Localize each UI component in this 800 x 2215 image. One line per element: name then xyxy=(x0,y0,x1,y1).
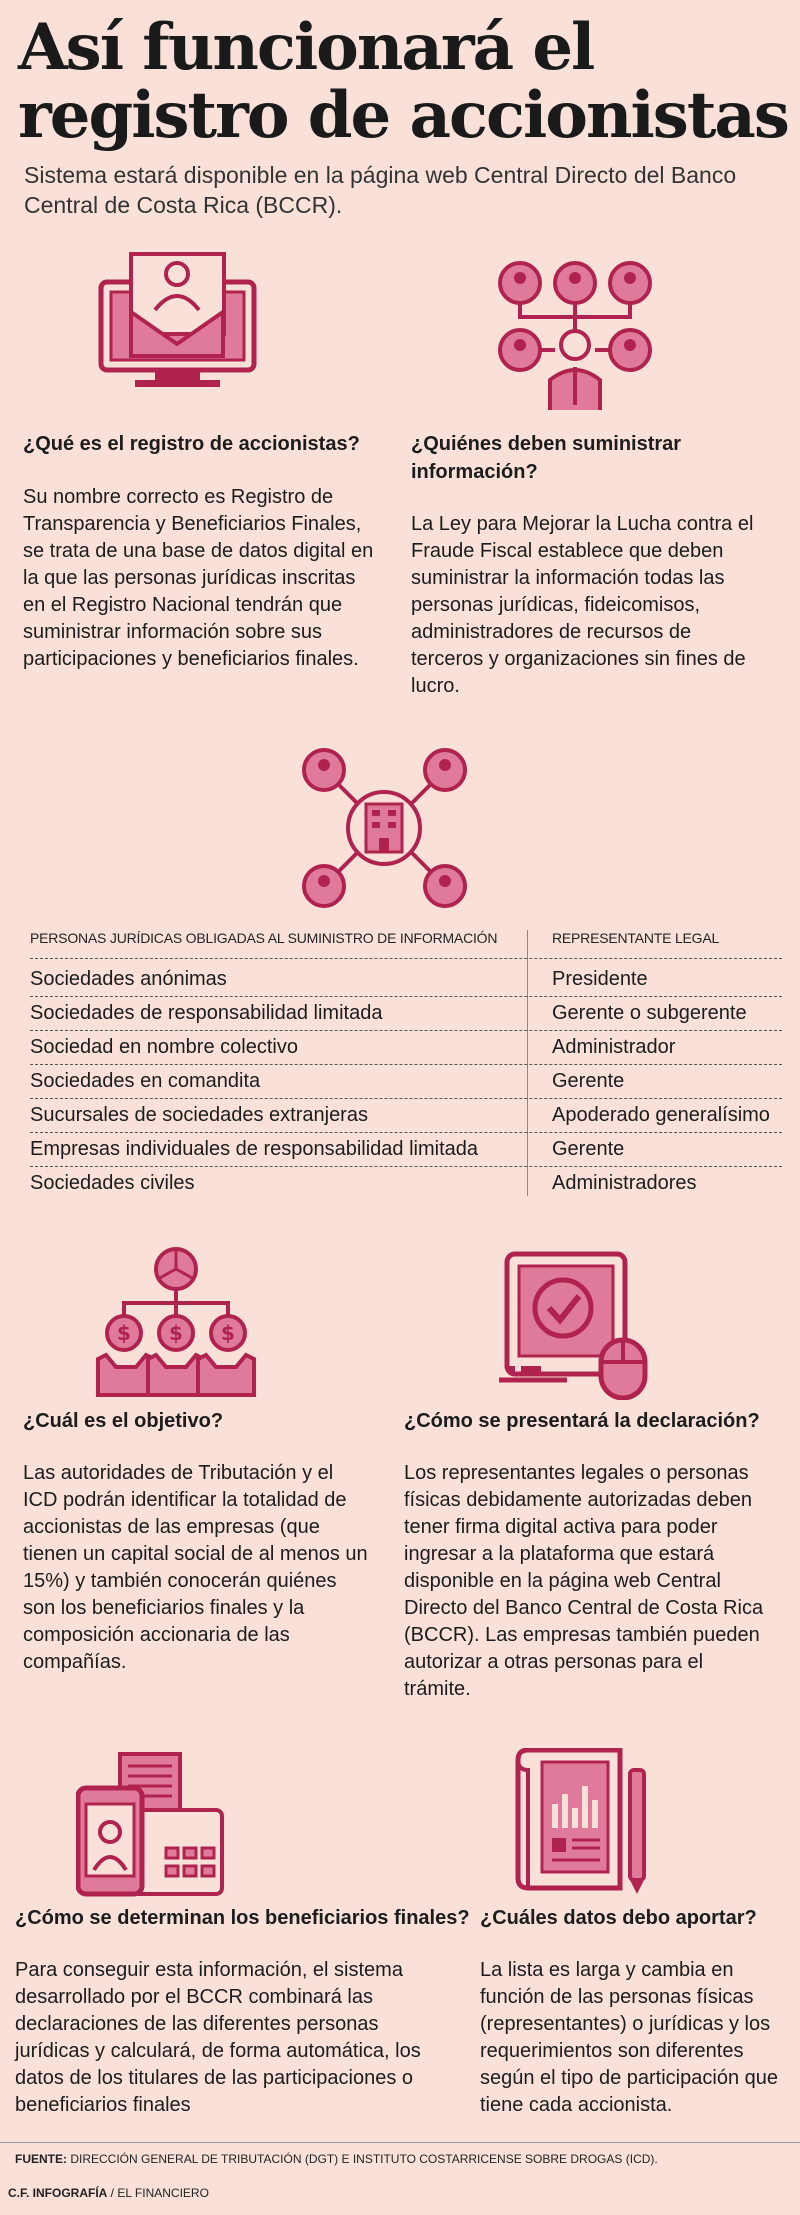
table-row: Sociedades anónimas Presidente xyxy=(30,968,648,990)
body-que-es: Su nombre correcto es Registro de Transparencia y Beneficiarios Finales, se trata de una base de datos digital en la que las personas jurídicas inscritas en el Registro Nacional tendrán que suministrar información sobre sus participaciones y beneficiarios finales. xyxy=(23,486,374,670)
table-row: Sociedades de responsabilidad limitada Gerente o subgerente xyxy=(30,1002,747,1024)
tablet-check-icon xyxy=(497,1250,652,1400)
body-declaracion: Los representantes legales o personas físicas debidamente autorizadas deben tener firma digital activa para poder ingresar a la plataforma que estará disponible en la página web Central Directo del Banco Central de Costa Rica (BCCR). Las empresas también pueden autorizar a otras personas para el trámite. xyxy=(404,1462,764,1700)
heading-quienes: ¿Quiénes deben suministrar información? xyxy=(411,433,682,483)
mobile-calculator-icon xyxy=(76,1752,226,1897)
table-header-representative: REPRESENTANTE LEGAL xyxy=(552,930,720,946)
svg-text:$: $ xyxy=(117,1321,131,1345)
heading-que-es: ¿Qué es el registro de accionistas? xyxy=(23,433,360,455)
page-title: Así funcionará el registro de accionistas xyxy=(18,10,788,153)
report-pencil-icon xyxy=(512,1748,652,1898)
heading-datos: ¿Cuáles datos debo aportar? xyxy=(480,1907,757,1929)
heading-objetivo: ¿Cuál es el objetivo? xyxy=(23,1410,224,1432)
body-beneficiarios: Para conseguir esta información, el sistema desarrollado por el BCCR combinará las declaraciones de las diferentes personas jurídicas y calculará, de forma automática, los datos de los titulares de las participaciones o beneficiarios finales xyxy=(15,1959,421,2116)
people-network-icon xyxy=(495,255,655,415)
body-objetivo: Las autoridades de Tributación y el ICD podrán identificar la totalidad de accionistas de las empresas (que tienen un capital social de al menos un 15%) y también conocerán quiénes son los beneficiarios finales y la composición accionaria de las compañías. xyxy=(23,1462,368,1673)
body-datos: La lista es larga y cambia en función de las personas físicas (representantes) o jurídicas y los requerimientos son diferentes según el tipo de participación que tiene cada accionista. xyxy=(480,1959,778,2116)
money-hierarchy-icon xyxy=(96,1247,256,1397)
table-row: Sucursales de sociedades extranjeras Apoderado generalísimo xyxy=(30,1104,770,1126)
table-row: Sociedad en nombre colectivo Administrador xyxy=(30,1036,676,1058)
footer-divider xyxy=(0,2142,800,2143)
footer-source: FUENTE: DIRECCIÓN GENERAL DE TRIBUTACIÓN (DGT) E INSTITUTO COSTARRICENSE SOBRE DROGAS (ICD). xyxy=(15,2152,658,2166)
table-row: Sociedades en comandita Gerente xyxy=(30,1070,625,1092)
heading-beneficiarios: ¿Cómo se determinan los beneficiarios finales? xyxy=(15,1907,470,1929)
heading-declaracion: ¿Cómo se presentará la declaración? xyxy=(404,1410,760,1432)
page-subtitle: Sistema estará disponible en la página web Central Directo del Banco Central de Costa Rica (BCCR). xyxy=(24,162,737,218)
body-quienes: La Ley para Mejorar la Lucha contra el Fraude Fiscal establece que deben suministrar la información todas las personas jurídicas, fideicomisos, administradores de recursos de terceros y organizaciones sin fines de lucro. xyxy=(411,513,754,697)
footer-credit: C.F. INFOGRAFÍA / EL FINANCIERO xyxy=(8,2186,209,2200)
svg-text:$: $ xyxy=(169,1321,183,1345)
table-header-entities: PERSONAS JURÍDICAS OBLIGADAS AL SUMINISTRO DE INFORMACIÓN xyxy=(30,930,498,946)
svg-text:$: $ xyxy=(221,1321,235,1345)
table-row: Empresas individuales de responsabilidad limitada Gerente xyxy=(30,1138,625,1160)
computer-envelope-icon xyxy=(95,252,260,392)
building-network-icon xyxy=(302,748,467,908)
table-row: Sociedades civiles Administradores xyxy=(30,1172,697,1194)
